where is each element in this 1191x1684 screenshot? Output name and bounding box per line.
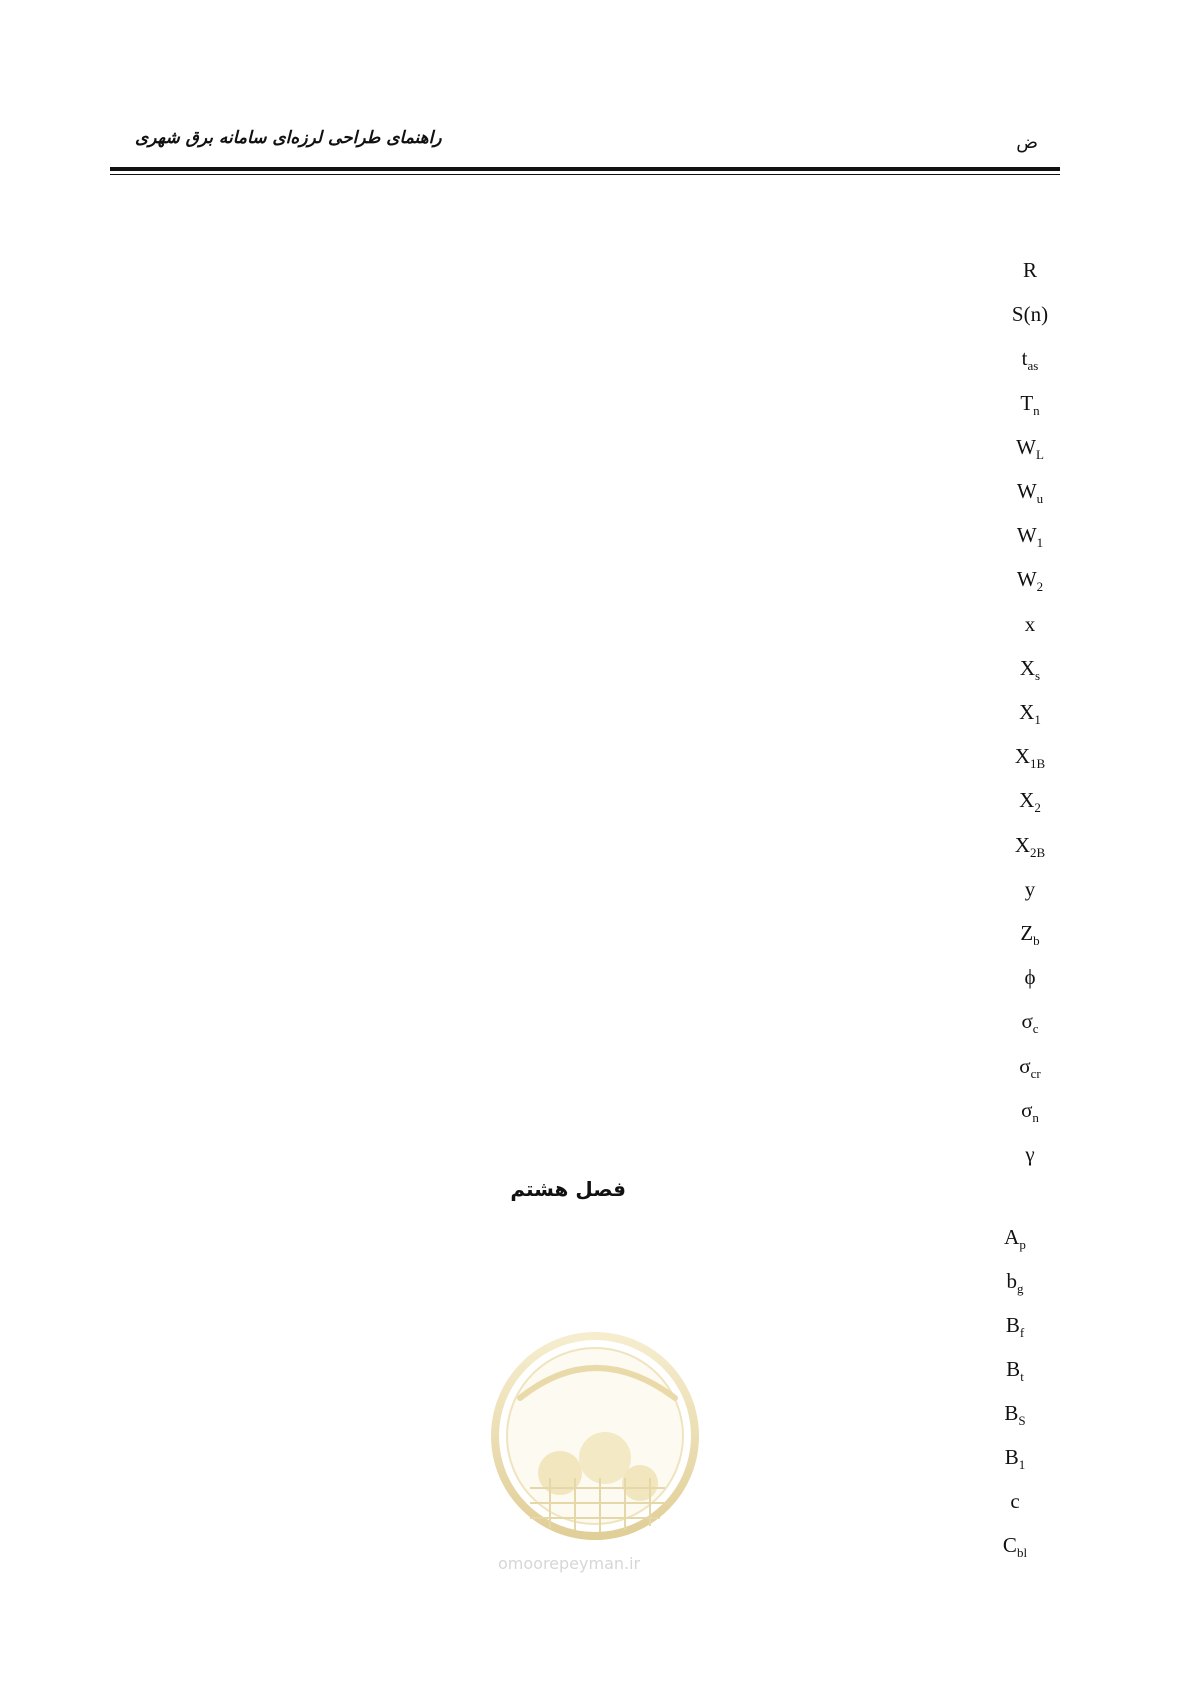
symbol-subscript: 2B: [1030, 844, 1046, 860]
symbol: x: [1024, 611, 1036, 636]
symbol-subscript: n: [1033, 402, 1040, 418]
symbol: [975, 1357, 1055, 1385]
symbol-main: σ: [1019, 1053, 1031, 1078]
symbol: γ: [1025, 1142, 1035, 1166]
symbol-main: W: [1016, 479, 1037, 503]
symbol-main: C: [1002, 1533, 1017, 1557]
symbol-subscript: bl: [1016, 1545, 1028, 1561]
symbol-main: B: [1006, 1357, 1021, 1381]
symbol-subscript: cr: [1030, 1065, 1041, 1081]
symbol-main: X: [1014, 744, 1030, 769]
header-rule-thick: [110, 167, 1060, 171]
symbol-subscript: 1B: [1030, 756, 1046, 772]
symbol-subscript: g: [1017, 1281, 1024, 1297]
watermark-url: omoorepeyman.ir: [498, 1554, 641, 1573]
symbol-subscript: as: [1027, 358, 1039, 374]
symbol: [975, 1225, 1055, 1253]
symbol-main: X: [1019, 655, 1036, 680]
symbol-main: T: [1020, 390, 1034, 415]
symbol: [990, 656, 1070, 684]
symbol: [990, 788, 1070, 816]
symbol: [975, 1313, 1055, 1341]
symbol: [990, 567, 1070, 595]
symbol: [975, 1533, 1055, 1561]
symbol: [990, 1054, 1070, 1082]
symbol-main: X: [1014, 832, 1030, 857]
symbol-main: σ: [1021, 1097, 1033, 1122]
symbol: [990, 921, 1070, 949]
symbol-subscript: s: [1035, 667, 1041, 683]
symbol: c: [1010, 1489, 1020, 1513]
symbol: [975, 1445, 1055, 1473]
symbol: [990, 700, 1070, 728]
symbol-main: A: [1004, 1225, 1020, 1249]
symbol: [990, 523, 1070, 551]
symbol: S(n): [1011, 302, 1049, 327]
symbol-subscript: 1: [1034, 712, 1041, 728]
symbol: y: [1024, 876, 1036, 901]
symbol: [990, 744, 1070, 772]
symbol: [990, 1098, 1070, 1126]
symbol-main: B: [1004, 1445, 1019, 1469]
watermark: [490, 1318, 700, 1578]
symbol-subscript: n: [1032, 1109, 1039, 1125]
symbol-subscript: b: [1033, 933, 1040, 949]
symbol: [975, 1269, 1055, 1297]
symbol: [975, 1401, 1055, 1429]
symbol-main: t: [1021, 346, 1028, 371]
section-title: فصل هشتم: [510, 1177, 626, 1201]
symbol-subscript: 2: [1034, 800, 1041, 816]
symbol-main: σ: [1021, 1009, 1033, 1034]
symbol-main: W: [1016, 567, 1037, 592]
symbol-subscript: 1: [1018, 1457, 1026, 1473]
symbol-subscript: 1: [1036, 535, 1044, 551]
symbol: [990, 391, 1070, 419]
running-title: راهنمای طراحی لرزه‌ای سامانه برق شهری: [135, 128, 442, 148]
symbol-subscript: p: [1019, 1237, 1026, 1253]
symbol: [990, 346, 1070, 374]
symbol-main: B: [1005, 1313, 1020, 1337]
watermark-logo-icon: [490, 1318, 700, 1553]
symbol-main: X: [1019, 788, 1035, 813]
symbol-main: X: [1019, 700, 1035, 724]
symbol-subscript: L: [1035, 446, 1044, 462]
page-header: [110, 128, 1060, 162]
header-rule-thin: [110, 174, 1060, 175]
symbol: R: [1022, 258, 1037, 282]
symbol: [990, 435, 1070, 463]
symbol: [990, 479, 1070, 507]
symbol-main: W: [1016, 434, 1036, 459]
symbol-main: B: [1004, 1401, 1019, 1425]
symbol: ϕ: [1024, 965, 1036, 990]
page-number: ض: [1016, 132, 1038, 153]
symbol-subscript: f: [1019, 1325, 1025, 1341]
symbol-subscript: 2: [1036, 579, 1044, 595]
symbol-subscript: u: [1036, 491, 1044, 507]
symbol-main: W: [1016, 523, 1037, 548]
symbol-subscript: S: [1018, 1413, 1026, 1429]
symbol-subscript: t: [1020, 1369, 1024, 1385]
symbol-main: b: [1006, 1269, 1017, 1293]
symbol: [990, 833, 1070, 861]
symbol: [990, 1009, 1070, 1037]
symbol-subscript: c: [1032, 1021, 1039, 1037]
symbol-main: Z: [1020, 921, 1034, 945]
